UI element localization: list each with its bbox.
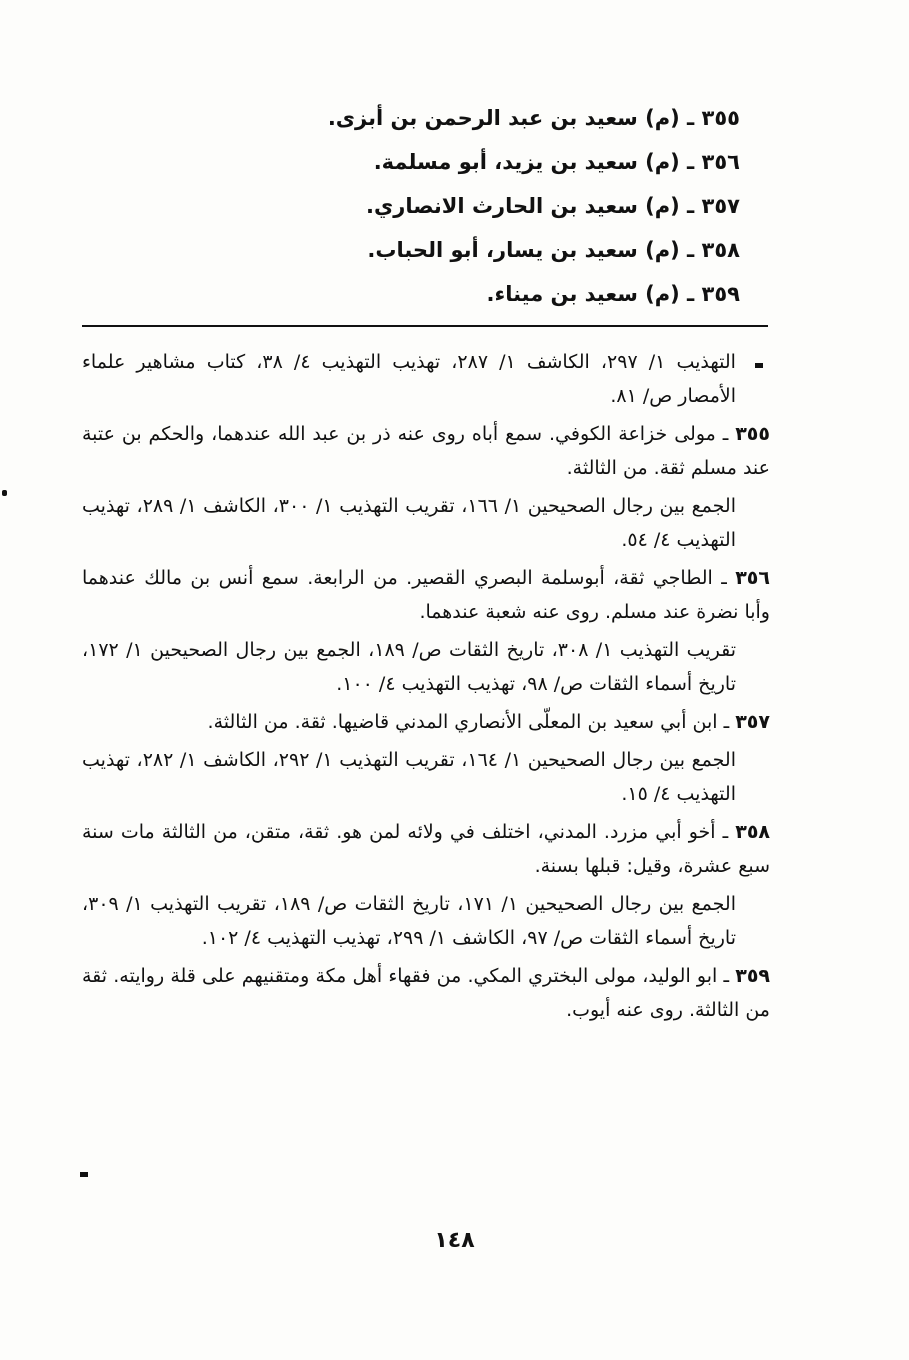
footnote-intro	[82, 345, 770, 413]
footnote-text-continued: روايته. ثقة من الثالثة. روى عنه أيوب.	[82, 965, 770, 1021]
footnote-ref-line: الجمع بين رجال الصحيحين ١/ ١٦٦، تقريب التهذيب ١/ ٣٠٠، الكاشف	[203, 495, 736, 517]
footnote-ref-line: تهذيب التهذيب ٤/ ١٠٢.	[201, 927, 381, 949]
footnote-text: ـ مولى خزاعة الكوفي. سمع أباه روى عنه ذر بن عبد الله عندهما،	[211, 423, 729, 445]
footnote-357	[82, 705, 770, 739]
footnote-ref-line: التهذيب ١/ ٣٠٩، تاريخ أسماء الثقات ص/ ٩٧، الكاشف ١/ ٢٩٩،	[82, 893, 736, 949]
footnote-ref-line: الصحيحين ١/ ١٧٢، تاريخ أسماء الثقات ص/ ٩٨، تهذيب التهذيب	[82, 639, 736, 695]
footnote-text: ـ ابن أبي سعيد بن المعلّى الأنصاري المدني قاضيها. ثقة. من الثالثة.	[207, 711, 730, 733]
entry-355: ٣٥٥ ـ (م) سعيد بن عبد الرحمن بن أبزى.	[327, 106, 740, 130]
footnote-number: ٣٥٩	[735, 965, 771, 987]
footnote-text-continued: مات سنة سبع عشرة، وقيل: قبلها بسنة.	[82, 821, 770, 877]
footnote-text: ـ ابو الوليد، مولى البختري المكي. من فقهاء أهل مكة ومتقنيهم على قلة	[170, 965, 730, 987]
footnote-intro-line-1: التهذيب ١/ ٢٩٧، الكاشف ١/ ٢٨٧، تهذيب التهذيب ٤/ ٣٨، كتاب	[206, 351, 736, 373]
entry-356: ٣٥٦ ـ (م) سعيد بن يزيد، أبو مسلمة.	[373, 150, 740, 174]
footnote-number: ٣٥٦	[735, 567, 770, 589]
footnote-ref-line: ٤/ ١٠٠.	[336, 673, 396, 695]
footnote-356-refs	[82, 633, 770, 701]
footnote-ref-line: الجمع بين رجال الصحيحين ١/ ١٦٤، تقريب التهذيب ١/ ٢٩٢، الكاشف	[203, 749, 736, 771]
footnote-ref-line: الجمع بين رجال الصحيحين ١/ ١٧١، تاريخ الثقات ص/ ١٨٩، تقريب	[217, 893, 736, 915]
footnote-ref-line: تقريب التهذيب ١/ ٣٠٨، تاريخ الثقات ص/ ١٨٩، الجمع بين رجال	[235, 639, 736, 661]
footnote-intro-line-2: مشاهير علماء الأمصار ص/ ٨١.	[82, 351, 736, 407]
footnote-355-refs	[82, 489, 770, 557]
footnote-marker-end	[80, 1172, 88, 1177]
footnote-358-refs	[82, 887, 770, 955]
entry-359: ٣٥٩ ـ (م) سعيد بن ميناء.	[486, 282, 740, 306]
footnote-text: ـ الطاجي ثقة، أبوسلمة البصري القصير. من الرابعة. سمع أنس بن مالك	[144, 567, 727, 589]
footnote-358	[82, 815, 770, 883]
footnote-text-continued: والحكم بن عتبة عند مسلم ثقة. من الثالثة.	[82, 423, 770, 479]
footnote-357-refs	[82, 743, 770, 811]
footnote-ref-line: ١/ ٢٨٢، تهذيب التهذيب ٤/ ١٥.	[82, 749, 736, 805]
footnote-text-continued: عندهما وأبا نضرة عند مسلم. روى عنه شعبة عندهما.	[82, 567, 770, 623]
footnote-356	[82, 561, 770, 629]
footnote-number: ٣٥٥	[735, 423, 770, 445]
footnote-355	[82, 417, 770, 485]
page-number: ١٤٨	[434, 1228, 475, 1253]
entry-357: ٣٥٧ ـ (م) سعيد بن الحارث الانصاري.	[366, 194, 740, 218]
footnotes	[82, 345, 770, 1031]
entry-358: ٣٥٨ ـ (م) سعيد بن يسار، أبو الحباب.	[367, 238, 740, 262]
footnote-number: ٣٥٧	[735, 711, 770, 733]
footnote-ref-line: ١/ ٢٨٩، تهذيب التهذيب ٤/ ٥٤.	[82, 495, 736, 551]
entry-list	[300, 96, 740, 316]
margin-mark	[2, 490, 7, 496]
footnote-359	[82, 959, 770, 1027]
footnote-text: ـ أخو أبي مزرد. المدني، اختلف في ولائه لمن هو. ثقة، متقن، من الثالثة	[161, 821, 729, 843]
footnote-divider	[82, 325, 768, 327]
footnote-number: ٣٥٨	[735, 821, 771, 843]
